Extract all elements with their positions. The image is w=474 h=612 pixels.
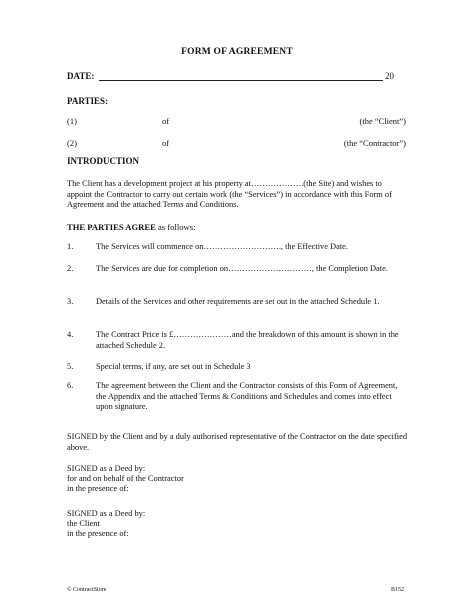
document-title: FORM OF AGREEMENT: [181, 47, 293, 57]
signed-statement: SIGNED by the Client and by a duly authorised representative of the Contractor on the date specified above.: [67, 432, 408, 452]
party-1-of: of: [162, 116, 170, 126]
agree-heading-rest: as follows:: [155, 222, 196, 232]
agree-heading: [67, 222, 195, 232]
item-1-number: 1.: [67, 242, 74, 251]
party-1-role: (the “Client”): [359, 116, 406, 126]
parties-heading: PARTIES:: [67, 96, 109, 106]
item-6-text: The agreement between the Client and the Contractor consists of this Form of Agreement, the Appendix and the attached Terms & Conditions and Schedules and comes into effect upon signature.: [96, 381, 398, 411]
party-2-role: (the “Contractor”): [343, 138, 406, 148]
footer-copyright: © ContractStore: [67, 587, 107, 593]
item-4-number: 4.: [67, 330, 74, 339]
agree-heading-bold: THE PARTIES AGREE: [67, 222, 156, 232]
party-2-number: (2): [67, 138, 77, 148]
item-5-number: 5.: [67, 362, 74, 371]
party-1-number: (1): [67, 116, 77, 126]
item-3-text: Details of the Services and other requirements are set out in the attached Schedule 1.: [96, 297, 380, 306]
item-2-number: 2.: [67, 264, 74, 273]
item-6-number: 6.: [67, 381, 74, 390]
footer-reference: B152: [390, 587, 404, 593]
introduction-heading: INTRODUCTION: [67, 156, 140, 166]
item-1-text: The Services will commence on………………………., the Effective Date.: [96, 242, 348, 251]
contractor-signature-block: SIGNED as a Deed by: for and on behalf of the Contractor in the presence of:: [67, 464, 184, 494]
item-5-text: Special terms, if any, are set out in Schedule 3: [96, 362, 251, 371]
item-2-text: The Services are due for completion on…………………………, the Completion Date.: [96, 264, 388, 273]
date-label: DATE:: [67, 71, 95, 81]
introduction-text: The Client has a development project at his property at……………….(the Site) and wishes to appoint the Contractor to carry out certain work (the “Services”) in accordance with this Form of Agreement and the attached Terms and Conditions.: [67, 179, 392, 209]
party-2-of: of: [162, 138, 170, 148]
item-4-text: The Contract Price is £…………………and the breakdown of this amount is shown in the attached Schedule 2.: [96, 330, 399, 350]
client-signature-block: SIGNED as a Deed by: the Client in the presence of:: [67, 509, 146, 539]
item-3-number: 3.: [67, 297, 74, 306]
date-blank-line: [99, 80, 383, 81]
date-year: 20: [385, 71, 394, 81]
